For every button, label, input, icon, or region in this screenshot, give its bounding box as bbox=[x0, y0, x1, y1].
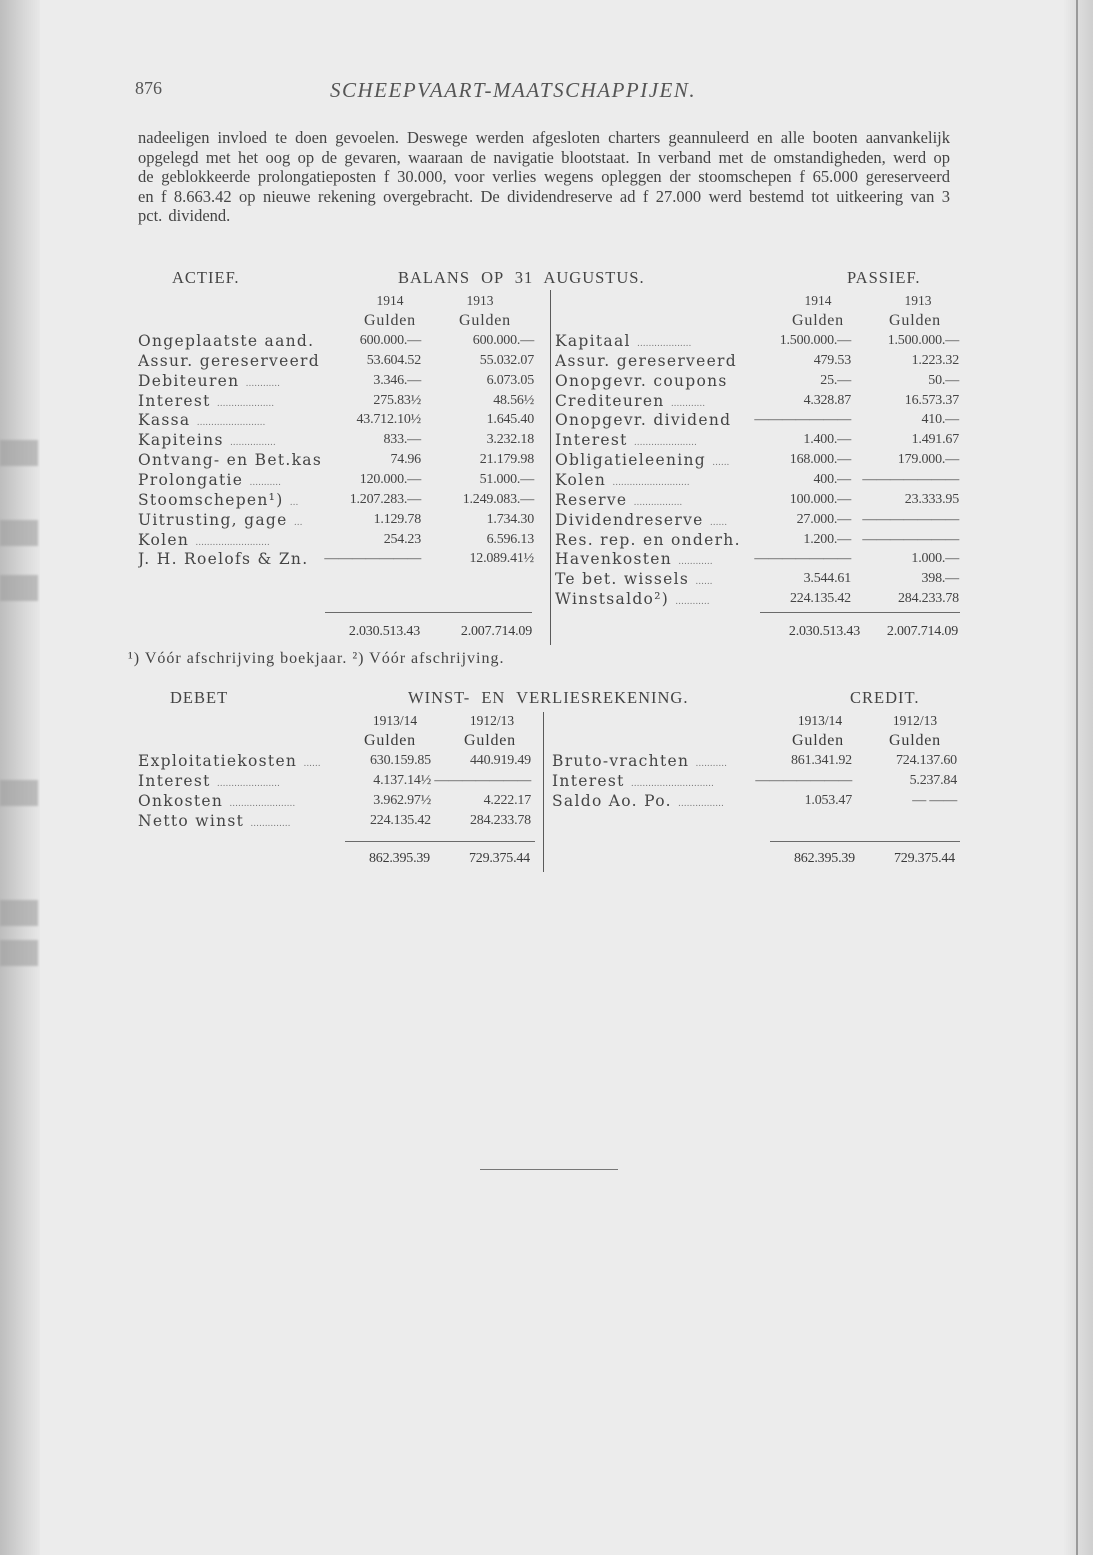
value-current: 1.400.— bbox=[803, 432, 851, 448]
margin-smudge bbox=[0, 440, 38, 466]
value-current: 74.96 bbox=[390, 452, 421, 468]
leader-dots: ............ bbox=[670, 398, 706, 409]
page-number: 876 bbox=[135, 78, 162, 98]
value-previous: 600.000.— bbox=[472, 333, 534, 348]
page-gutter-shadow bbox=[0, 0, 40, 1555]
leader-dots: ................... bbox=[637, 339, 692, 349]
value-current: 1.500.000.— bbox=[779, 333, 851, 348]
value-previous: 440.919.49 bbox=[469, 753, 531, 768]
leader-dots: .................... bbox=[216, 398, 275, 409]
value-current: 168.000.— bbox=[789, 452, 851, 468]
value-previous: ——————— bbox=[862, 511, 959, 527]
profit-loss-title: WINST- EN VERLIESREKENING. bbox=[408, 688, 689, 707]
col-year-1914: 1914 bbox=[804, 293, 832, 308]
value-current: 27.000.— bbox=[796, 511, 851, 527]
row-label-text: Kapitaal bbox=[555, 332, 631, 350]
leader-dots: ................ bbox=[229, 438, 276, 449]
row-label bbox=[552, 791, 767, 814]
value-current: 224.135.42 bbox=[369, 812, 431, 828]
col-period-2: 1912/13 bbox=[892, 713, 938, 728]
value-previous: 398.— bbox=[921, 571, 959, 587]
balance-divider bbox=[550, 290, 551, 645]
page-edge-shadow bbox=[1063, 0, 1093, 1555]
value-current: 43.712.10½ bbox=[356, 412, 421, 428]
value-current: 479.53 bbox=[813, 352, 851, 368]
value-previous: 4.222.17 bbox=[483, 792, 531, 808]
value-current: 1.129.78 bbox=[373, 511, 421, 527]
row-label-text: Te bet. wissels bbox=[555, 570, 690, 589]
leader-dots: ... bbox=[293, 517, 303, 528]
value-current: 630.159.85 bbox=[369, 753, 431, 768]
value-current: 100.000.— bbox=[789, 491, 851, 507]
col-currency: Gulden bbox=[792, 312, 844, 329]
running-title: SCHEEPVAART-MAATSCHAPPIJEN. bbox=[330, 78, 697, 102]
value-previous: 48.56½ bbox=[493, 392, 534, 408]
balance-title: BALANS OP 31 AUGUSTUS. bbox=[398, 268, 645, 287]
page-edge-line bbox=[1076, 0, 1078, 1555]
margin-smudge bbox=[0, 780, 38, 806]
leader-dots: ............ bbox=[675, 597, 710, 608]
value-current: 275.83½ bbox=[373, 392, 421, 408]
value-current: 1.207.283.— bbox=[349, 491, 421, 507]
value-previous: 6.596.13 bbox=[486, 531, 534, 547]
row-label-text: Uitrusting, gage bbox=[138, 510, 288, 529]
col-currency: Gulden bbox=[364, 732, 416, 749]
value-previous: ——————— bbox=[434, 772, 531, 788]
value-current: 3.544.61 bbox=[803, 571, 851, 587]
actief-total-1913: 2.007.714.09 bbox=[460, 624, 532, 639]
actief-heading: ACTIEF. bbox=[172, 268, 240, 287]
credit-total-2: 729.375.44 bbox=[893, 851, 955, 866]
row-label-text: Dividendreserve bbox=[555, 510, 704, 529]
value-previous: 1.249.083.— bbox=[462, 491, 534, 507]
value-previous: 6.073.05 bbox=[486, 372, 534, 388]
row-label-text: Kolen bbox=[138, 530, 190, 549]
leader-dots: ...... bbox=[709, 517, 728, 528]
leader-dots: ........... bbox=[249, 477, 281, 488]
value-previous: 16.573.37 bbox=[904, 392, 959, 408]
value-current: 4.137.14½ bbox=[373, 772, 431, 788]
row-label-text: Assur. gereserveerd bbox=[138, 351, 320, 370]
profit-loss-divider bbox=[543, 712, 544, 872]
col-currency: Gulden bbox=[459, 312, 511, 329]
value-current: 25.— bbox=[820, 372, 851, 388]
value-previous: 410.— bbox=[921, 412, 959, 428]
value-current: 861.341.92 bbox=[790, 753, 852, 768]
margin-smudge bbox=[0, 575, 38, 601]
margin-smudge bbox=[0, 520, 38, 546]
row-label-text: Obligatieleening bbox=[555, 451, 707, 470]
value-current: 400.— bbox=[813, 471, 851, 487]
leader-dots: ...... bbox=[712, 458, 730, 469]
leader-dots: ............ bbox=[678, 557, 713, 568]
col-year-1913: 1913 bbox=[466, 293, 494, 308]
leader-dots: ................ bbox=[678, 798, 724, 809]
row-label-text: Onkosten bbox=[138, 791, 224, 810]
value-previous: 284.233.78 bbox=[897, 591, 959, 607]
value-previous: 12.089.41½ bbox=[469, 551, 534, 567]
value-previous: 179.000.— bbox=[897, 452, 959, 468]
credit-total-rule bbox=[770, 841, 960, 842]
value-previous: 1.734.30 bbox=[486, 511, 534, 527]
value-current: ——————— bbox=[754, 412, 851, 428]
row-label bbox=[555, 589, 755, 612]
col-year-1913: 1913 bbox=[904, 293, 932, 308]
value-previous: 284.233.78 bbox=[469, 812, 531, 828]
value-previous: 23.333.95 bbox=[904, 491, 959, 507]
actief-total-rule bbox=[325, 612, 532, 613]
leader-dots: ........................... bbox=[612, 477, 690, 488]
value-current: ——————— bbox=[324, 551, 421, 567]
leader-dots: ...... bbox=[695, 577, 713, 588]
row-label-text: Onopgevr. coupons bbox=[555, 371, 728, 390]
value-previous: 1.500.000.— bbox=[887, 333, 959, 348]
body-paragraph: nadeeligen invloed te doen gevoelen. Deswege werden afgesloten charters geannuleerd en alle booten aanvankelijk opgelegd met het oog op de gevaren, waaraan de navigatie blootstaat. In verband met de omstandigheden, werd op de geblokkeerde prolongatieposten f 30.000, voor verlies wegens opleggen der stoomschepen f 65.000 gereserveerd en f 8.663.42 op nieuwe rekening overgebracht. De dividendreserve ad f 27.000 werd bestemd tot uitkeering van 3 pct. dividend. bbox=[138, 128, 950, 226]
col-currency: Gulden bbox=[792, 732, 844, 749]
value-current: 224.135.42 bbox=[789, 591, 851, 607]
value-current: 1.200.— bbox=[803, 531, 851, 547]
value-current: 600.000.— bbox=[359, 333, 421, 348]
leader-dots: ............................. bbox=[630, 778, 714, 789]
value-current: ——————— bbox=[754, 551, 851, 567]
col-period-1: 1913/14 bbox=[372, 713, 418, 728]
row-label-text: Crediteuren bbox=[555, 391, 665, 410]
value-previous: 55.032.07 bbox=[479, 352, 534, 368]
passief-total-1914: 2.030.513.43 bbox=[788, 624, 860, 639]
leader-dots: ...... bbox=[303, 759, 321, 769]
row-label-text: Stoomschepen¹) bbox=[138, 490, 284, 509]
row-label-text: J. H. Roelofs & Zn. bbox=[138, 550, 309, 569]
leader-dots: .............. bbox=[250, 818, 291, 829]
col-currency: Gulden bbox=[364, 312, 416, 329]
row-label-text: Reserve bbox=[555, 490, 628, 509]
row-label-text: Prolongatie bbox=[138, 470, 244, 489]
row-label-text: Assur. gereserveerd bbox=[555, 351, 737, 370]
value-current: 3.346.— bbox=[373, 372, 421, 388]
row-label-text: Interest bbox=[138, 771, 211, 790]
leader-dots: .......................... bbox=[195, 537, 270, 548]
value-current: 3.962.97½ bbox=[373, 792, 431, 808]
row-label-text: Interest bbox=[138, 391, 211, 410]
row-label-text: Ongeplaatste aand. bbox=[138, 332, 315, 350]
passief-total-1913: 2.007.714.09 bbox=[886, 624, 958, 639]
col-currency: Gulden bbox=[889, 732, 941, 749]
value-previous: 51.000.— bbox=[479, 471, 534, 487]
row-label-text: Exploitatiekosten bbox=[138, 752, 298, 770]
value-previous: — —— bbox=[912, 792, 957, 808]
row-label-text: Havenkosten bbox=[555, 550, 673, 569]
col-year-1914: 1914 bbox=[376, 293, 404, 308]
row-label-text: Onopgevr. dividend bbox=[555, 411, 732, 430]
value-previous: 1.491.67 bbox=[911, 432, 959, 448]
section-end-rule bbox=[480, 1169, 618, 1170]
value-previous: 5.237.84 bbox=[909, 772, 957, 788]
leader-dots: ............ bbox=[245, 378, 281, 389]
row-label-text: Res. rep. en onderh. bbox=[555, 530, 741, 549]
leader-dots: ................. bbox=[633, 497, 683, 508]
margin-smudge bbox=[0, 900, 38, 926]
value-previous: 3.232.18 bbox=[486, 432, 534, 448]
actief-total-1914: 2.030.513.43 bbox=[348, 624, 420, 639]
value-current: 1.053.47 bbox=[804, 792, 852, 808]
footnotes: ¹) Vóór afschrijving boekjaar. ²) Vóór afschrijving. bbox=[128, 650, 505, 667]
value-previous: ——————— bbox=[862, 471, 959, 487]
leader-dots: ...................... bbox=[216, 778, 280, 789]
row-label-text: Bruto-vrachten bbox=[552, 752, 690, 770]
value-previous: 50.— bbox=[928, 372, 959, 388]
leader-dots: ........... bbox=[695, 759, 727, 769]
value-previous: 724.137.60 bbox=[895, 753, 957, 768]
row-label-text: Kassa bbox=[138, 411, 191, 430]
credit-total-1: 862.395.39 bbox=[793, 851, 855, 866]
value-previous: 1.000.— bbox=[911, 551, 959, 567]
value-current: 833.— bbox=[383, 432, 421, 448]
debet-total-2: 729.375.44 bbox=[468, 851, 530, 866]
leader-dots: ........................ bbox=[196, 418, 266, 429]
page-header bbox=[135, 76, 965, 106]
col-period-2: 1912/13 bbox=[469, 713, 515, 728]
value-previous: ——————— bbox=[862, 531, 959, 547]
row-label-text: Winstsaldo²) bbox=[555, 590, 670, 609]
col-period-1: 1913/14 bbox=[797, 713, 843, 728]
value-current: 120.000.— bbox=[359, 471, 421, 487]
row-label-text: Kapiteins bbox=[138, 431, 224, 450]
leader-dots: ....................... bbox=[229, 798, 296, 809]
passief-total-rule bbox=[760, 612, 960, 613]
value-previous: 1.645.40 bbox=[486, 412, 534, 428]
value-current: 53.604.52 bbox=[366, 352, 421, 368]
debet-total-rule bbox=[345, 841, 535, 842]
value-current: 254.23 bbox=[383, 531, 421, 547]
col-currency: Gulden bbox=[889, 312, 941, 329]
row-label-text: Interest bbox=[552, 771, 625, 790]
margin-smudge bbox=[0, 940, 38, 966]
value-current: 4.328.87 bbox=[803, 392, 851, 408]
debet-heading: DEBET bbox=[170, 688, 229, 707]
value-previous: 1.223.32 bbox=[911, 352, 959, 368]
passief-heading: PASSIEF. bbox=[847, 268, 921, 287]
row-label-text: Saldo Ao. Po. bbox=[552, 791, 672, 810]
leader-dots: ...................... bbox=[633, 438, 697, 449]
value-current: ——————— bbox=[755, 772, 852, 788]
row-label-text: Interest bbox=[555, 431, 628, 450]
leader-dots: ... bbox=[289, 497, 299, 508]
debet-total-1: 862.395.39 bbox=[368, 851, 430, 866]
row-label-text: Kolen bbox=[555, 470, 607, 489]
col-currency: Gulden bbox=[464, 732, 516, 749]
row-label-text: Debiteuren bbox=[138, 371, 240, 390]
credit-heading: CREDIT. bbox=[850, 688, 920, 707]
row-label-text: Netto winst bbox=[138, 811, 245, 830]
row-label-text: Ontvang- en Bet.kas bbox=[138, 451, 323, 470]
value-previous: 21.179.98 bbox=[479, 452, 534, 468]
